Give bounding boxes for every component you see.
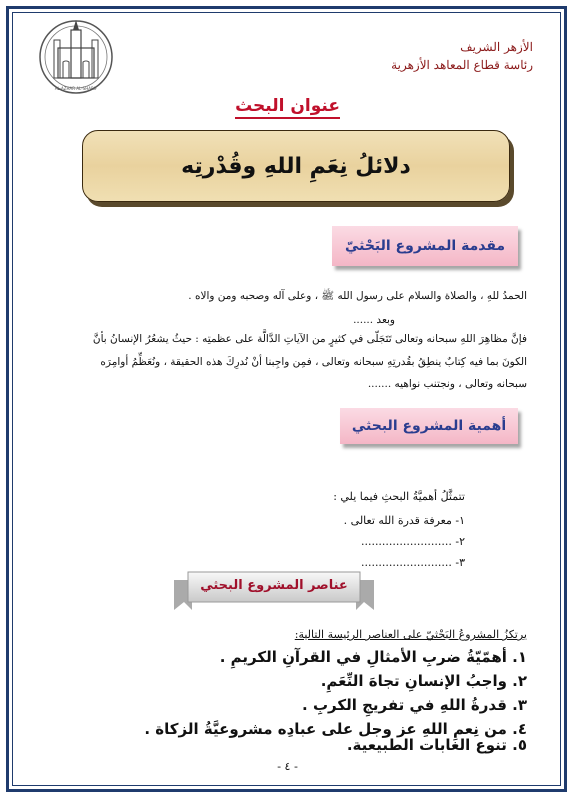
institution-header — [391, 38, 533, 74]
element-item-3: ٣. قدرةُ اللهِ في تفريجِ الكربِ . — [302, 696, 527, 714]
section-heading-importance: أهمية المشروع البحثي — [340, 408, 518, 444]
research-title: دلائلُ نِعَمِ اللهِ وقُدْرتِه — [181, 153, 411, 179]
intro-line-4: الكونَ بما فيه كِتابٌ ينطِقُ بقُدرتِهِ سبحانه وتعالى ، فمِن واجِبنا أنْ نُدرِكَ هذه الحقيقة ، ونُعَظِّمُ أوامِرَه — [100, 356, 527, 368]
page-frame-inner — [12, 12, 561, 786]
seal-text: AL-AZHAR AL-SHARIF — [54, 86, 98, 91]
element-item-1: ١. أهمّيّةُ ضربِ الأمثالِ في القرآنِ الكريمِ . — [219, 648, 527, 666]
research-title-label: عنوان البحث — [0, 96, 575, 116]
section-heading-introduction: مقدمة المشروع البَحْثيّ — [332, 226, 518, 266]
research-title-banner — [82, 130, 510, 202]
importance-item-3: ٣- .......................... — [360, 556, 465, 569]
header-line-1: الأزهر الشريف — [460, 40, 533, 54]
intro-line-3: فإنَّ مظاهِرَ اللهِ سبحانه وتعالى تَتَجَلّى في كثيرٍ من الآياتِ الدَّالَّة على عظمتِه : حيثُ يشعُرُ الإنسانُ بأنَّ — [92, 333, 527, 345]
section-heading-elements: عناصر المشروع البحثي — [174, 570, 374, 616]
intro-line-2: وبعد ...... — [353, 314, 395, 326]
element-item-2: ٢. واجبُ الإنسانِ تجاهَ النِّعَمِ. — [320, 672, 527, 690]
intro-line-1: الحمدُ للهِ ، والصلاة والسلام على رسول الله ﷺ ، وعلى آله وصحبه ومن والاه . — [188, 290, 527, 302]
header-line-2: رئاسة قطاع المعاهد الأزهرية — [391, 58, 533, 72]
intro-line-5: سبحانه وتعالى ، ونجتنب نواهيه ....... — [367, 378, 527, 390]
azhar-seal-icon — [38, 14, 114, 100]
ribbon-banner-shape — [174, 570, 374, 616]
element-item-5: ٥. تنوع الغابات الطبيعية. — [346, 736, 527, 754]
importance-lead: تتمثَّلُ أهميَّةُ البحثِ فيما يلي : — [333, 490, 465, 503]
elements-lead: يرتكزُ المشروعُ البَحْثيّ على العناصر الرئيسة التالية: — [294, 628, 527, 641]
page-number: - ٤ - — [277, 760, 298, 773]
importance-item-2: ٢- .......................... — [360, 535, 465, 548]
element-item-4: ٤. من نِعمِ اللهِ عز وجل على عبادِه مشروعيَّةُ الزكاة . — [144, 720, 527, 738]
importance-item-1: ١- معرفة قدرة الله تعالى . — [343, 514, 465, 527]
